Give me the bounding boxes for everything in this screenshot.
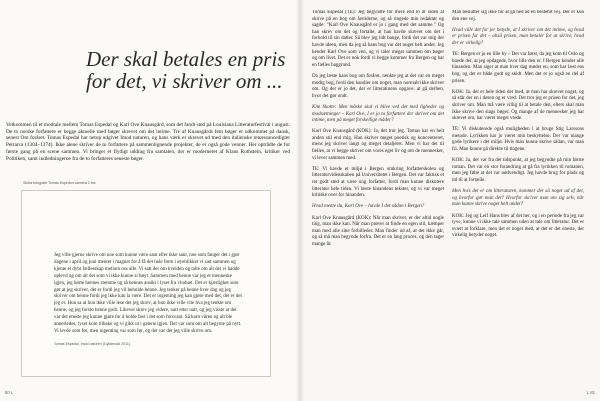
- interview-paragraph: Karl Ove Knausgård (KOK): Ja, det tror jeg. Tomas har en helt anden stil end mig. Han skriver meget poetisk og koncentreret, mens jeg skriver langt og meget detaljeret. Men vi har det til fælles, at vi begge skriver om vores eget liv og om de mennesker, vi lever sammen med.: [312, 129, 444, 161]
- page-number-left: 80 L: [5, 390, 14, 395]
- excerpt-box: [21, 190, 271, 377]
- interview-paragraph: Karl Ove Knausgård (KOK): Når man skriver, er der altid nogle ting, man ikke kan. Når man prøver at finde en egen stil, kæmper man med alle sine forbilleder. Man finder ud af, at det ikke går, og så må man begynde forfra. Det er en lang proces, og den tager mange år.: [312, 215, 444, 247]
- interview-question: Kim Skotte: Men måske skal vi blive ved det med ligheder og modsætninger – Karl Ove, I er jo to forfattere der skriver om det intime, men på meget forskellige måder?: [312, 104, 444, 124]
- excerpt-source: Tomas Espedal, Imod naturen (Gyldendal 2011): [54, 341, 131, 346]
- interview-paragraph: KOK: Jeg og Leif Hans blev af det her, og i en periode fra jeg var tyve, kunne vi ikke tale sammen uden at tale om litteratur. Det er svært at forklare, men det er noget med, at det er det eneste, der virkelig betyder noget.: [452, 213, 584, 239]
- interview-paragraph: TE: Bergen er jo en lille by – Det var først, da jeg kom til Oslo og boede der, at jeg opdagede, hvor lille den er. I Bergen kender alle hinanden. Man siger at man hver dag møder en, som har læst ens bog, og det er både godt og skidt. Men det er jo også en del af prisen.: [452, 52, 584, 84]
- interview-paragraph: Man beslutter sig ikke for at gå ned ad en bestemt vej. Der er kun den ene vej.: [452, 10, 584, 22]
- text-column-1: [312, 10, 444, 382]
- text-column-2: [452, 10, 584, 382]
- interview-question: Hvad mente du, Karl Ove – havde I det sådan i Bergen?: [312, 204, 425, 210]
- lead-paragraph: Velkommen til et modtale mellem Tomas Espedal og Karl Ove Knausgård, som det fandt sted på Louisiana Litteraturfestival i august. De to norske forfattere er begge aktuelle med bøger skrevet om det intime. Tre af Knausgårds fem bøger er udkommet på dansk, senest Om foråret. Tomas Espedal har netop udgivet Imod naturen, og hans værk er skrevet ud med den italienske renæssancedigter Petrarca (1304–1374). Ikke alene skriver de to forfattere på sammenlignende projekter, de er også gode venner. Her optrådte de for første gang på en scene sammen. Vi bringer et flydigt uddrag fra samtalen, der er moderneret af Klaus Rothstein, kritiker ved Politiken, samt indledningerne fra de to forfatteres seneste bøger.: [6, 122, 290, 162]
- interview-paragraph: KOK: Ja, det var fra det tidspunkt, at jeg begyndte på min første roman. Det var en stor forandring at gå fra lyrikken til romanen, men jeg følte at det var nødvendigt. Jeg havde brug for plads og tid til at fortælle.: [452, 158, 584, 184]
- interview-paragraph: TE: Vi diskuterede også muligheden i at bruge Stig Larssons metode. Lyrikken har jo været min beskyttelse. Der var mange gode lyrikere i det miljø. Hvis man kunne skrive sådan, var man fri. Man kunne gå direkte til tingene.: [452, 127, 584, 153]
- interview-question: Hvad ville det for jer betyde, at I skriver om det intime, og hvad er prisen for det – altså prisen, man betaler for at skrive, hvad der er virkelig?: [452, 27, 584, 46]
- right-page: [300, 0, 600, 401]
- interview-paragraph: KOK: Ja, det er hele tiden det med, at man har skrevet noget, og så står der en i døren og er vred. Det tror jeg er prisen for det, jeg skriver om. Man må være villig til at betale den, ellers skal man ikke skrive den slags bøger. Og mange af de mennesker jeg har skrevet om, har været meget vrede.: [452, 89, 584, 122]
- excerpt-text: Jeg ville gjerne skrive om noe som kunne være sant eller ikke sant, noe som fanger det i gjør dagene i april og juni mentet i magnet for å få det hele frem i øyeblikket vi satt sammen og kjente et dybt fællesskap mellom oss alle. Vi satt der om kvelden og talte om alt det vi hadde oplevd og om alt det som vi ikke kunne si høyt. Sammen med henne var jeg et menneske igjen, jeg hørte hennes stemme og så hennes ansikt i lyset fra vinduet. Det er kjærlighet som gør at jeg skriver, det er fordi jeg vil beholde henne. Jeg tenker på henne hver dag og jeg skriver om henne fordi jeg ikke kan la være. Det er ingenting jeg kan gjøre med det, det er det jeg er. Hun sa at hun ikke ville lese det jeg skrev, at hun ikke ville vite hva jeg tenkte om henne, og jeg forsto henne godt. Likevel skrev jeg videre, natt etter natt, og jeg visste at det var det eneste jeg kunne gjøre for å holde fast i det som forsvant. Så kom våren og alt ble annerledes, lyset kom tilbake og vi gikk ut i gatene igjen. Det var som om alt begynte på nytt. Vi levde som før, men ingenting var som før, og det var det jeg ville skrive om.: [54, 253, 242, 334]
- interview-question: Men hvis det er om litteraturen, kommer der så noget ud af det, og hvorfor gør man det? Hvorfor skriver man om sig selv, når man kunne skrive noget helt andet?: [452, 189, 584, 208]
- interview-paragraph: Da jeg læste hans bog om foråret, tænkte jeg at det var en meget modig bog, fordi den handler om noget, man normalt ikke skriver om. Og det er jo det, der er litteraturens opgave: at gå derhen, hvor det gør ondt.: [312, 73, 444, 99]
- headline: Der skal betales en pris for det, vi skriver om ...: [86, 47, 286, 93]
- image-caption: Skiba fotografe Tomas Espedon camera 2 toc: [23, 181, 96, 185]
- interview-paragraph: TE: Vi havde et miljø i Bergen omkring forfatterskolen og litteraturvidenskaben på Universitetet i Bergen. Det var faktisk et ret godt sted at være ung forfatter, fordi man kunne diskutere litteratur hele tiden. Vi læste hinandens tekster, og vi var meget kritiske over for hinanden.: [312, 166, 444, 199]
- page-number-right: L 81: [587, 390, 595, 395]
- interview-paragraph: Tomas Espedal (TE): Jeg begyndte for mere end to år siden at skrive på en bog om årstiderne, og så ringede min redaktør og sagde: ”Karl Ove Knausgård er jo i gang med det samme.” Og han skrev om det og fortalte, at han havde skrevet om det i forhold til sin datter. Så blev jeg lidt bange, fordi det var mig der havde ideen, men da jeg så hans bog var det noget helt andet. Jeg kender Karl Ove som ven, og vi taler meget sammen om bøger og om livet. Det er nok fordi vi begge kommer fra Bergen og har en fælles baggrund.: [312, 10, 444, 68]
